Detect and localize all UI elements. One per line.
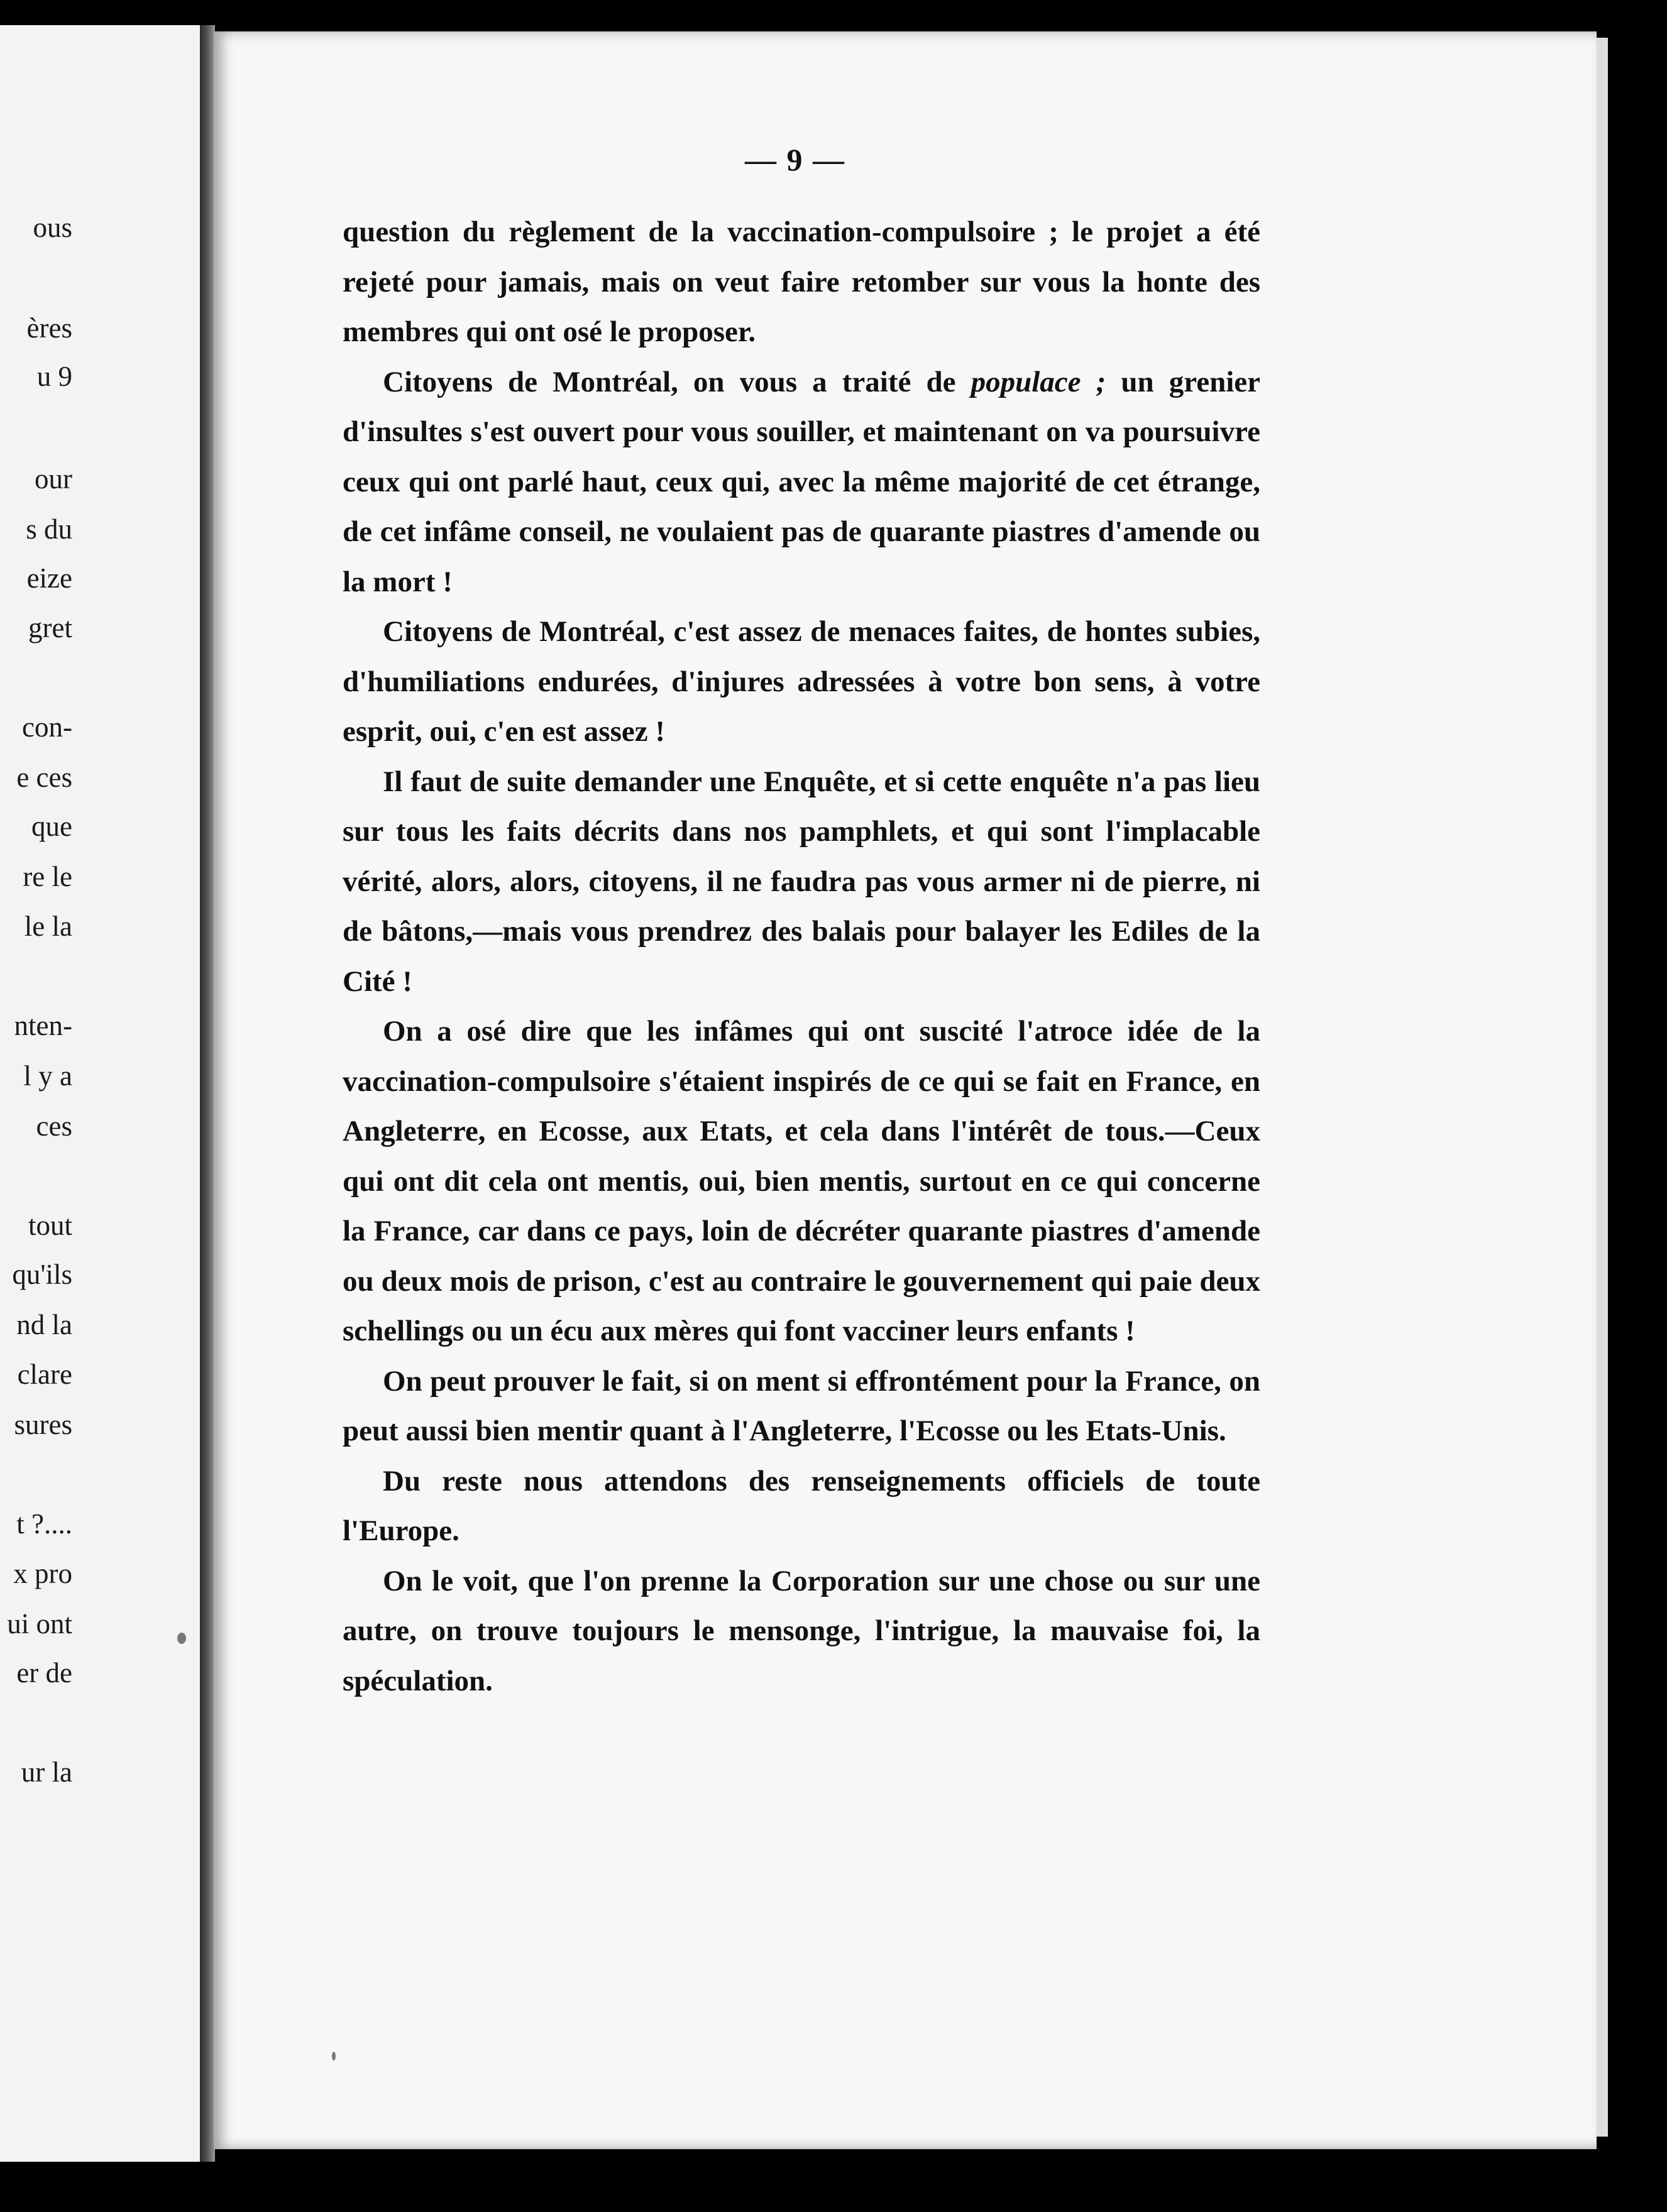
left-page-fragment: ur la [21, 1756, 72, 1788]
left-page-fragment: que [31, 811, 72, 842]
left-page-fragment: con- [22, 711, 72, 743]
paragraph: Citoyens de Montréal, c'est assez de menaces faites, de hontes subies, d'humiliations endurées, d'injures adressées à votre bon sens, à votre esprit, oui, c'en est assez ! [343, 615, 1260, 748]
left-page-fragment: le la [24, 911, 72, 942]
paragraph-text: Citoyens de Montréal, on vous a traité de [383, 365, 971, 398]
left-page-fragment: clare [17, 1359, 72, 1390]
left-page-fragment: sures [14, 1409, 72, 1440]
left-page-fragment: ces [36, 1110, 72, 1142]
left-page-fragment: our [35, 463, 72, 495]
italic-word: populace ; [971, 365, 1106, 398]
left-page-fragment: er de [16, 1657, 72, 1689]
left-page-fragment: eize [26, 562, 72, 594]
left-page-fragment: re le [23, 861, 72, 892]
scan-speck [177, 1633, 186, 1644]
left-page-fragment: l y a [23, 1060, 72, 1092]
paragraph-text: un grenier d'insultes s'est ouvert pour vous souiller, et maintenant on va poursuivre ceux qui ont parlé haut, ceux qui, avec la même majorité de cet étrange, de cet infâme conseil, ne voulaient pas de quarante piastres d'amende ou la mort ! [343, 365, 1260, 598]
left-page-fragment: ous [33, 212, 72, 243]
left-page-fragment: e ces [16, 762, 72, 793]
left-page-fragment: t ?.... [16, 1508, 72, 1540]
paragraph: On a osé dire que les infâmes qui ont suscité l'atroce idée de la vaccination-compulsoire s'étaient inspirés de ce qui se fait en France, en Angleterre, en Ecosse, aux Etats, et cela dans l'intérêt de tous.—Ceux qui ont dit cela ont mentis, oui, bien mentis, surtout en ce qui concerne la France, car dans ce pays, loin de décréter quarante piastres d'amende ou deux mois de prison, c'est au contraire le gouvernement qui paie deux schellings ou un écu aux mères qui font vacciner leurs enfants ! [343, 1015, 1260, 1347]
left-page-fragment: ères [26, 312, 72, 344]
left-page-fragment: nd la [16, 1309, 72, 1340]
page-number: — 9 — [745, 142, 845, 177]
paragraph: Il faut de suite demander une Enquête, et si cette enquête n'a pas lieu sur tous les faits décrits dans nos pamphlets, et qui sont l'implacable vérité, alors, alors, citoyens, il ne faudra pas vous armer ni de pierre, ni de bâtons,—mais vous prendrez des balais pour balayer les Ediles de la Cité ! [343, 765, 1260, 998]
left-page-fragment: tout [28, 1210, 72, 1241]
page-edge [1597, 38, 1608, 2137]
paragraph: On peut prouver le fait, si on ment si effrontément pour la France, on peut aussi bien mentir quant à l'Angleterre, l'Ecosse ou les Etats-Unis. [343, 1364, 1260, 1447]
left-page-fragment: s du [26, 513, 72, 545]
left-page-fragment: u 9 [36, 361, 72, 392]
left-page-fragment: gret [28, 612, 72, 643]
facing-page-left [0, 25, 207, 2162]
paragraph: Du reste nous attendons des renseignements officiels de toute l'Europe. [343, 1464, 1260, 1547]
paragraph: On le voit, que l'on prenne la Corporation sur une chose ou sur une autre, on trouve toujours le mensonge, l'intrigue, la mauvaise foi, la spéculation. [343, 1564, 1260, 1697]
paragraph [343, 358, 1260, 608]
left-page-fragment: ui ont [7, 1608, 72, 1640]
left-page-fragment: qu'ils [12, 1259, 72, 1290]
scan-speck [332, 2052, 336, 2061]
body-text [343, 207, 1260, 1706]
book-gutter [200, 25, 215, 2162]
left-page-fragment: x pro [13, 1558, 72, 1589]
left-page-fragment: nten- [14, 1010, 72, 1041]
paragraph: question du règlement de la vaccination-compulsoire ; le projet a été rejeté pour jamais, mais on veut faire retomber sur vous la honte des membres qui ont osé le proposer. [343, 216, 1260, 348]
